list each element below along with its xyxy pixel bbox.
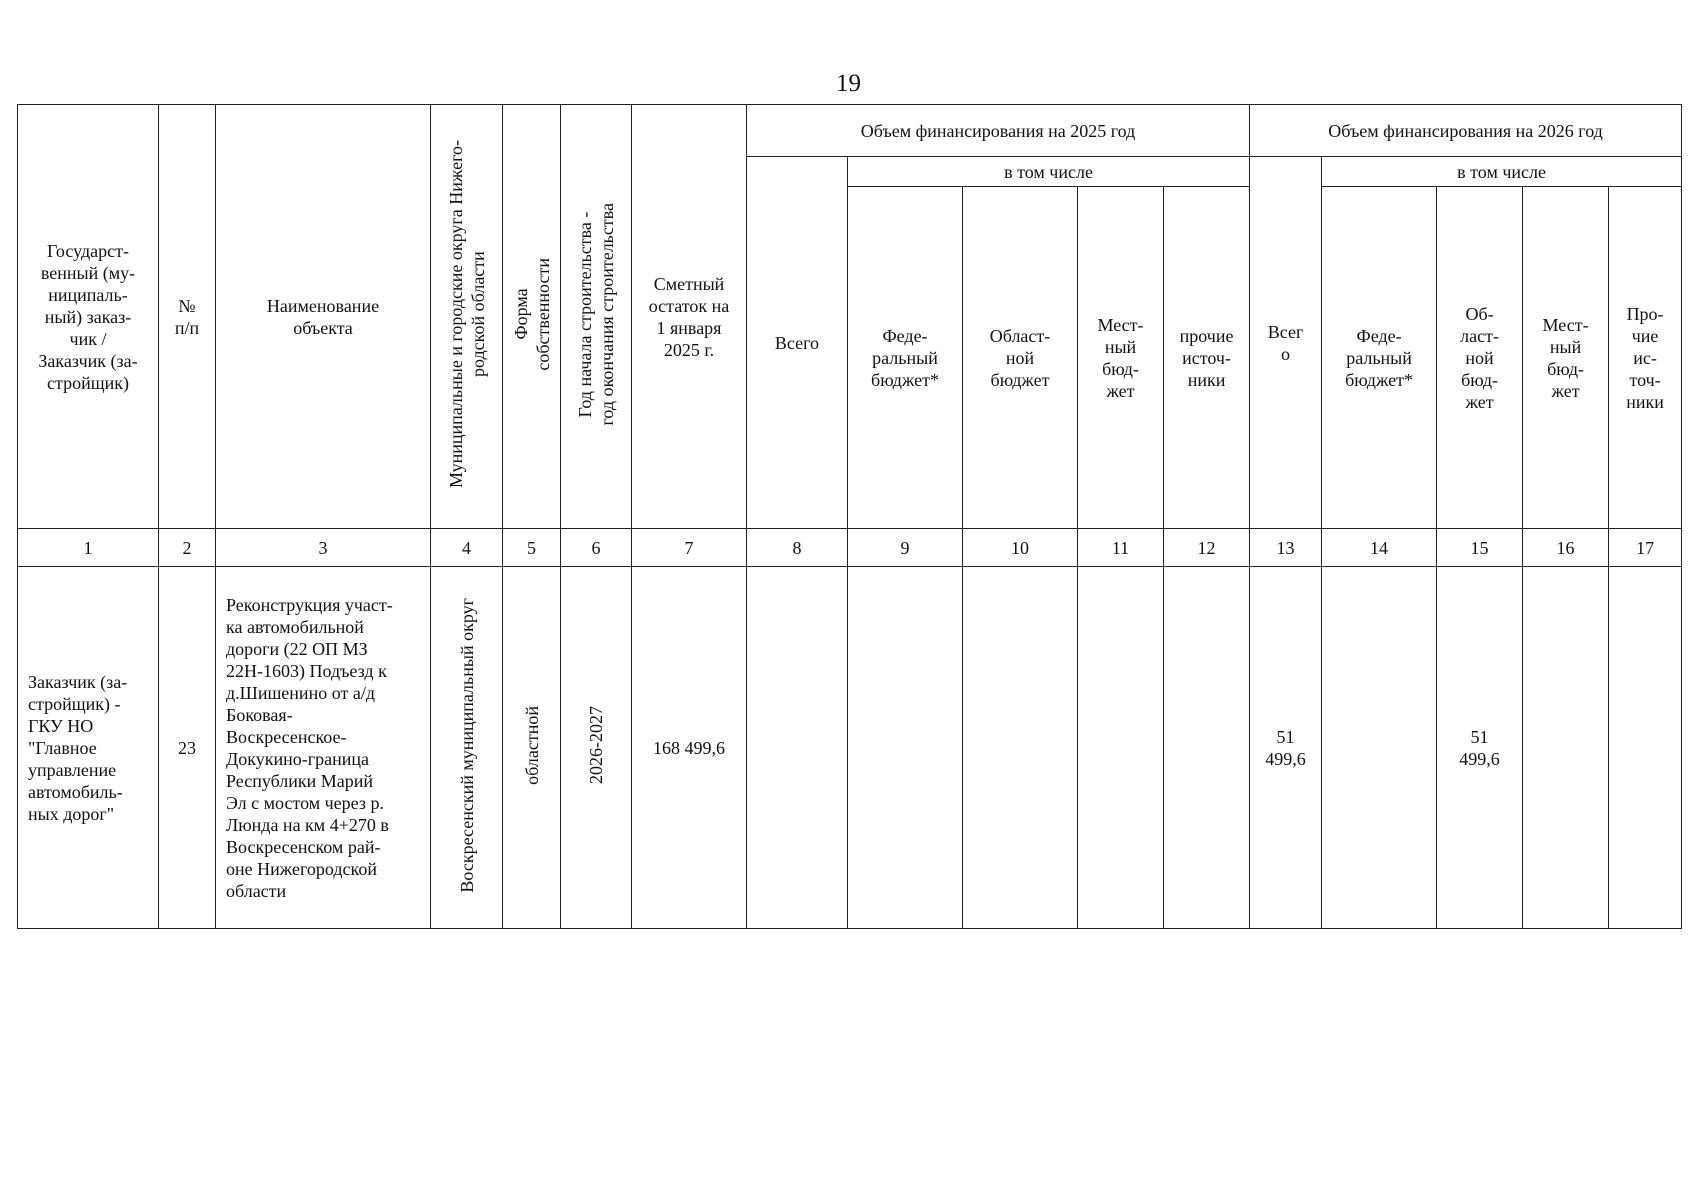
column-number: 7 (632, 529, 747, 567)
row-ownership (503, 567, 561, 929)
column-number: 3 (216, 529, 431, 567)
row-object-name: Реконструкция участ- ка автомобильной дороги (22 ОП МЗ 22Н-1603) Подъезд к д.Шишенино от а/д Боковая- Воскресенское- Докукино-граница Республики Марий Эл с мостом через р. Люнда на км 4+270 в Воскресенском рай- оне Нижегородской области (216, 567, 431, 929)
header-total-2025: Всего (747, 157, 848, 529)
header-total-2026: Всег о (1250, 157, 1322, 529)
column-number: 17 (1609, 529, 1682, 567)
header-years-text: Год начала строительства - год окончания строительства (575, 202, 617, 426)
page-number: 19 (836, 70, 861, 97)
header-municipality-text: Муниципальные и городские округа Нижего- родской области (445, 140, 488, 488)
column-number: 8 (747, 529, 848, 567)
column-number: 9 (848, 529, 963, 567)
header-federal-2026: Феде- ральный бюджет* (1322, 187, 1437, 529)
header-regional-2025: Област- ной бюджет (963, 187, 1078, 529)
header-municipality (431, 105, 503, 529)
financing-table (17, 104, 1682, 929)
row-number: 23 (159, 567, 216, 929)
header-local-2026: Мест- ный бюд- жет (1523, 187, 1609, 529)
row-municipality (431, 567, 503, 929)
header-customer: Государст- венный (му- ниципаль- ный) заказ- чик / Заказчик (за- стройщик) (18, 105, 159, 529)
header-object-name: Наименование объекта (216, 105, 431, 529)
column-number: 12 (1164, 529, 1250, 567)
header-including-2025: в том числе (848, 157, 1250, 187)
row-years-text: 2026-2027 (586, 706, 606, 784)
row-ownership-text: областной (521, 705, 542, 785)
header-financing-2025: Объем финансирования на 2025 год (747, 105, 1250, 157)
row-customer: Заказчик (за- стройщик) - ГКУ НО "Главное управление автомобиль- ных дорог" (18, 567, 159, 929)
row-other-2025 (1164, 567, 1250, 929)
header-financing-2026: Объем финансирования на 2026 год (1250, 105, 1682, 157)
header-ownership-text: Форма собственности (510, 257, 553, 371)
column-number: 10 (963, 529, 1078, 567)
row-federal-2026 (1322, 567, 1437, 929)
column-number: 2 (159, 529, 216, 567)
row-municipality-text: Воскресенский муниципальный округ (456, 597, 477, 893)
row-remainder: 168 499,6 (632, 567, 747, 929)
column-number: 5 (503, 529, 561, 567)
column-number: 11 (1078, 529, 1164, 567)
header-years (561, 105, 632, 529)
column-number: 13 (1250, 529, 1322, 567)
header-including-2026: в том числе (1322, 157, 1682, 187)
header-regional-2026: Об- ласт- ной бюд- жет (1437, 187, 1523, 529)
header-number: № п/п (159, 105, 216, 529)
column-number: 16 (1523, 529, 1609, 567)
column-number-row (18, 529, 1682, 567)
row-years (561, 567, 632, 929)
header-remainder: Сметный остаток на 1 января 2025 г. (632, 105, 747, 529)
row-other-2026 (1609, 567, 1682, 929)
column-number: 14 (1322, 529, 1437, 567)
header-other-2026: Про- чие ис- точ- ники (1609, 187, 1682, 529)
header-federal-2025: Феде- ральный бюджет* (848, 187, 963, 529)
column-number: 4 (431, 529, 503, 567)
column-number: 6 (561, 529, 632, 567)
row-federal-2025 (848, 567, 963, 929)
column-number: 1 (18, 529, 159, 567)
header-other-2025: прочие источ- ники (1164, 187, 1250, 529)
header-local-2025: Мест- ный бюд- жет (1078, 187, 1164, 529)
row-total-2026: 51 499,6 (1250, 567, 1322, 929)
row-total-2025 (747, 567, 848, 929)
table-row (18, 567, 1682, 929)
row-local-2025 (1078, 567, 1164, 929)
header-row-groups (18, 105, 1682, 157)
row-regional-2026: 51 499,6 (1437, 567, 1523, 929)
row-local-2026 (1523, 567, 1609, 929)
column-number: 15 (1437, 529, 1523, 567)
row-regional-2025 (963, 567, 1078, 929)
header-ownership (503, 105, 561, 529)
